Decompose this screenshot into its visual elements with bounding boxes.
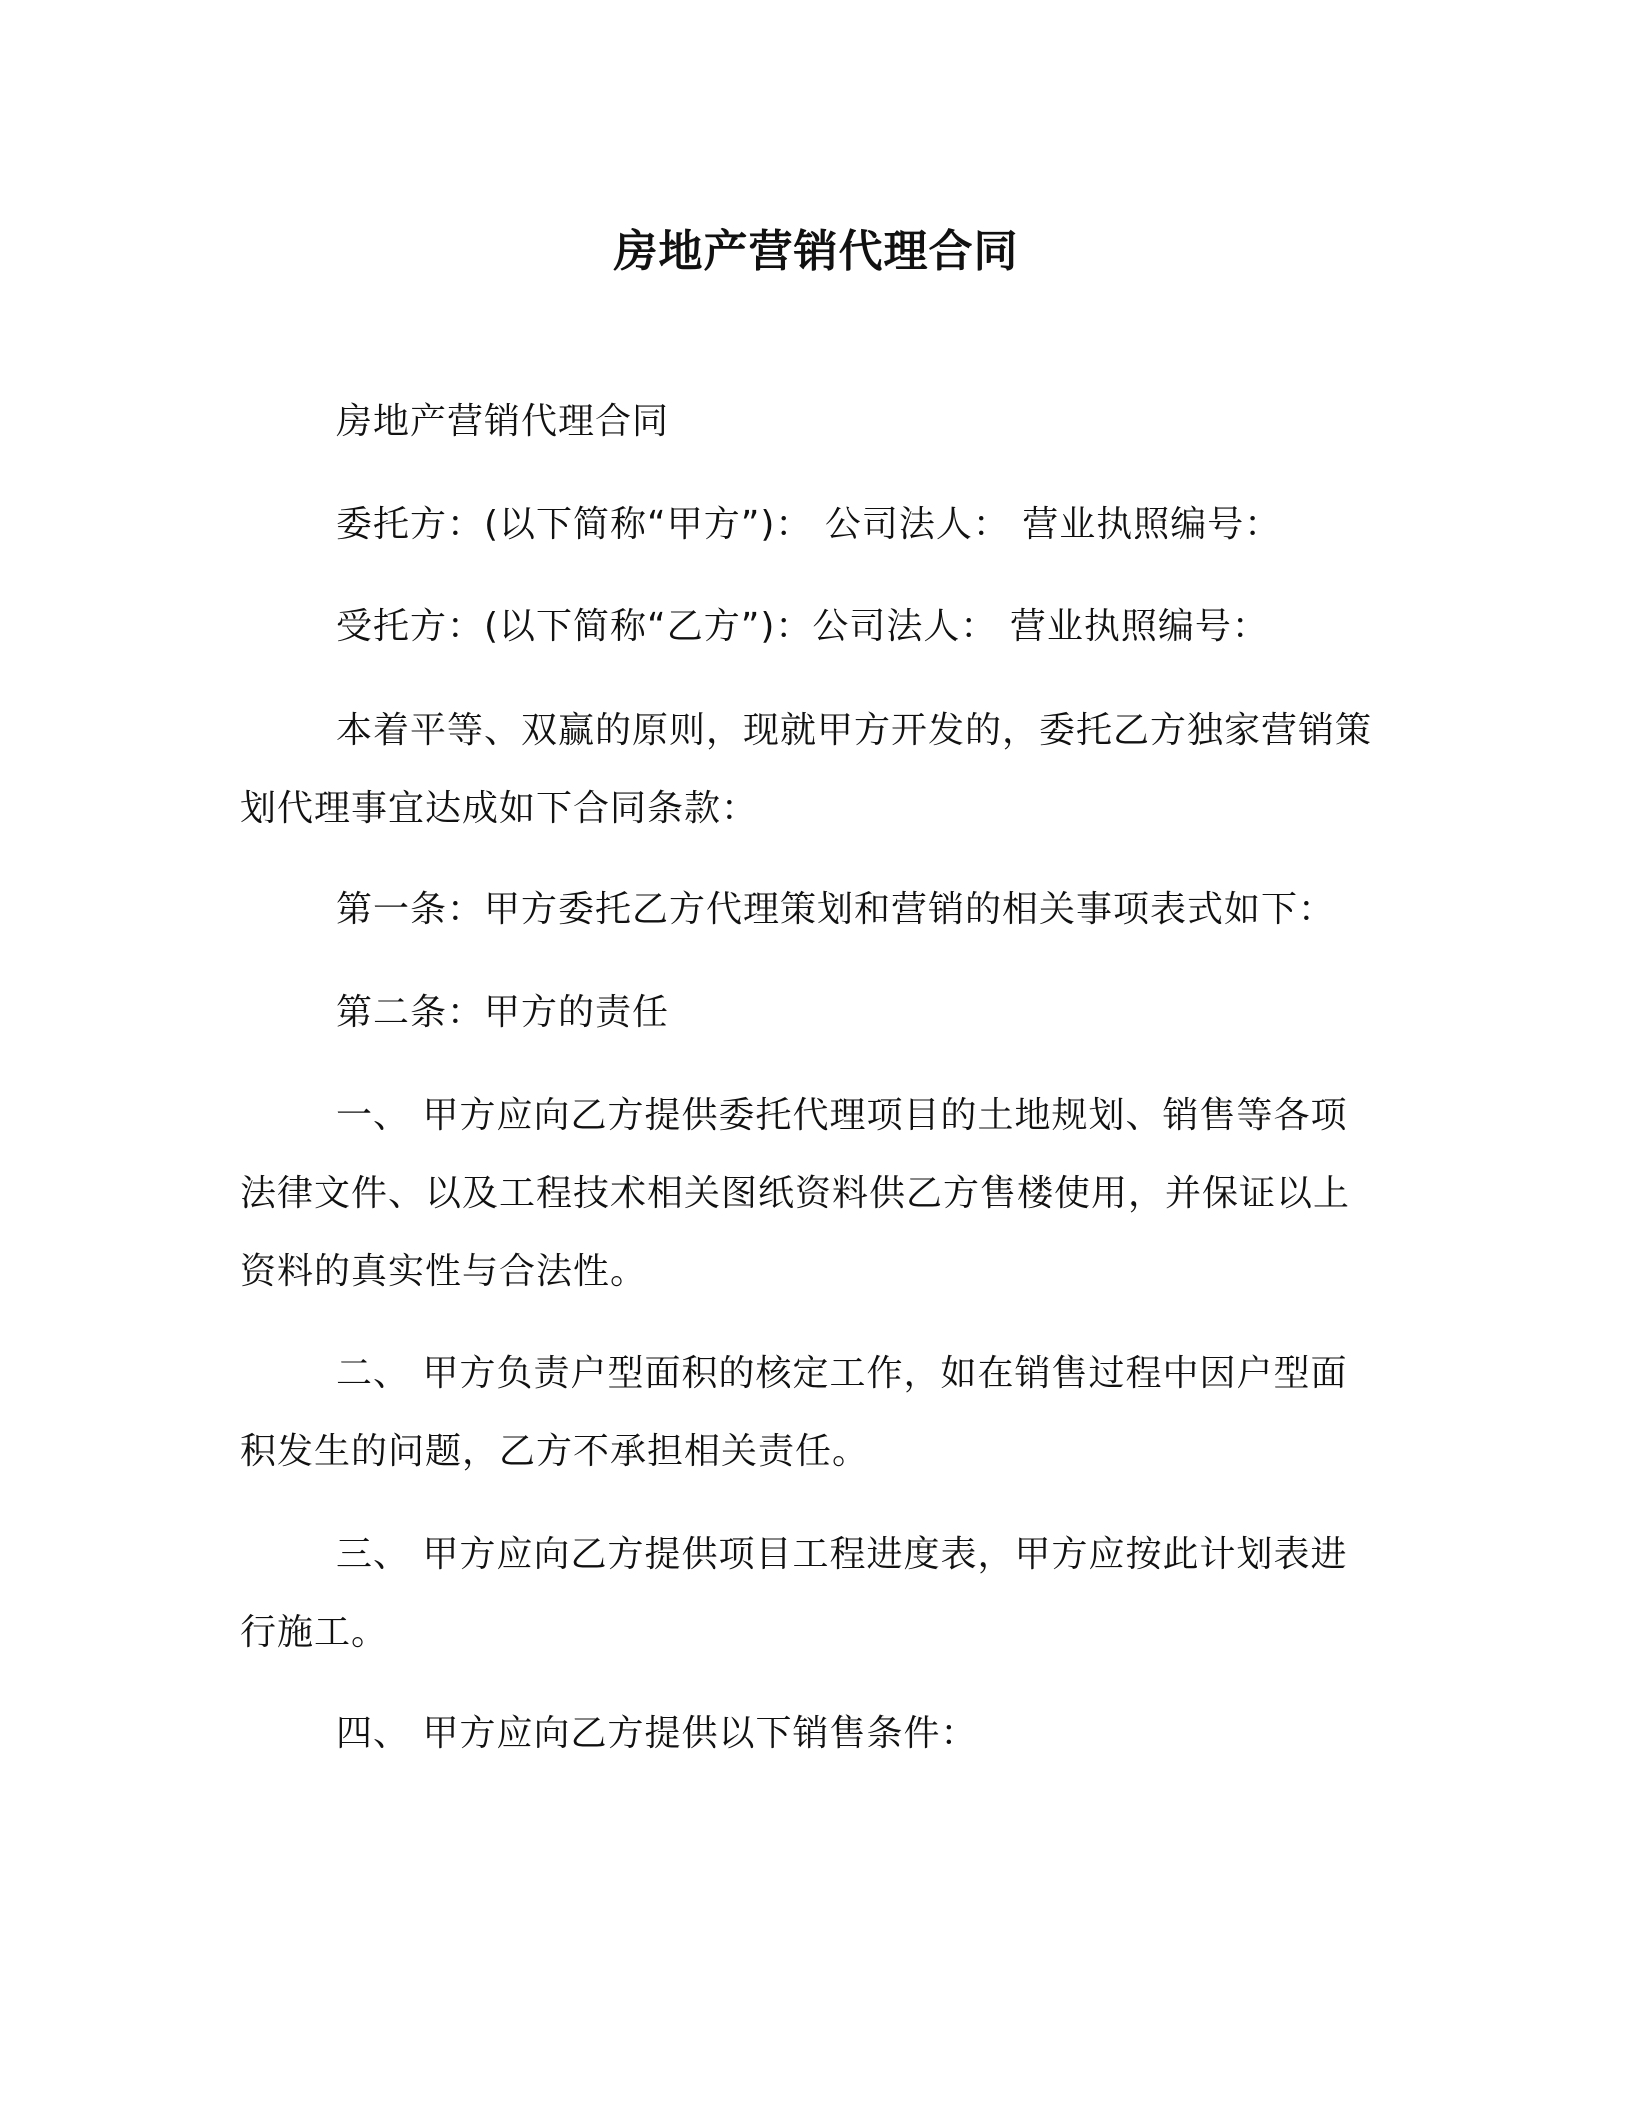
paragraph-agent-party: 受托方：(以下简称“乙方”)：公司法人： 营业执照编号： xyxy=(336,606,1269,647)
paragraph-preamble: 本着平等、双赢的原则，现就甲方开发的，委托乙方独家营销策划代理事宜达成如下合同条款： xyxy=(240,710,1373,829)
paragraph-principal-party: 委托方：(以下简称“甲方”)： 公司法人： 营业执照编号： xyxy=(336,504,1282,545)
paragraph-clause-2: 二、 甲方负责户型面积的核定工作，如在销售过程中因户型面积发生的问题，乙方不承担相关责任。 xyxy=(240,1353,1348,1472)
paragraph-clause-4: 四、 甲方应向乙方提供以下销售条件： xyxy=(336,1713,978,1754)
paragraph-clause-1: 一、 甲方应向乙方提供委托代理项目的土地规划、销售等各项法律文件、以及工程技术相关图纸资料供乙方售楼使用，并保证以上资料的真实性与合法性。 xyxy=(240,1095,1351,1292)
paragraph-clause-3: 三、 甲方应向乙方提供项目工程进度表，甲方应按此计划表进行施工。 xyxy=(240,1534,1348,1653)
paragraph-article-2-heading: 第二条：甲方的责任 xyxy=(336,992,670,1033)
paragraph-article-1: 第一条：甲方委托乙方代理策划和营销的相关事项表式如下： xyxy=(336,889,1336,930)
paragraph-subtitle: 房地产营销代理合同 xyxy=(336,401,670,442)
document-title: 房地产营销代理合同 xyxy=(613,226,1019,277)
